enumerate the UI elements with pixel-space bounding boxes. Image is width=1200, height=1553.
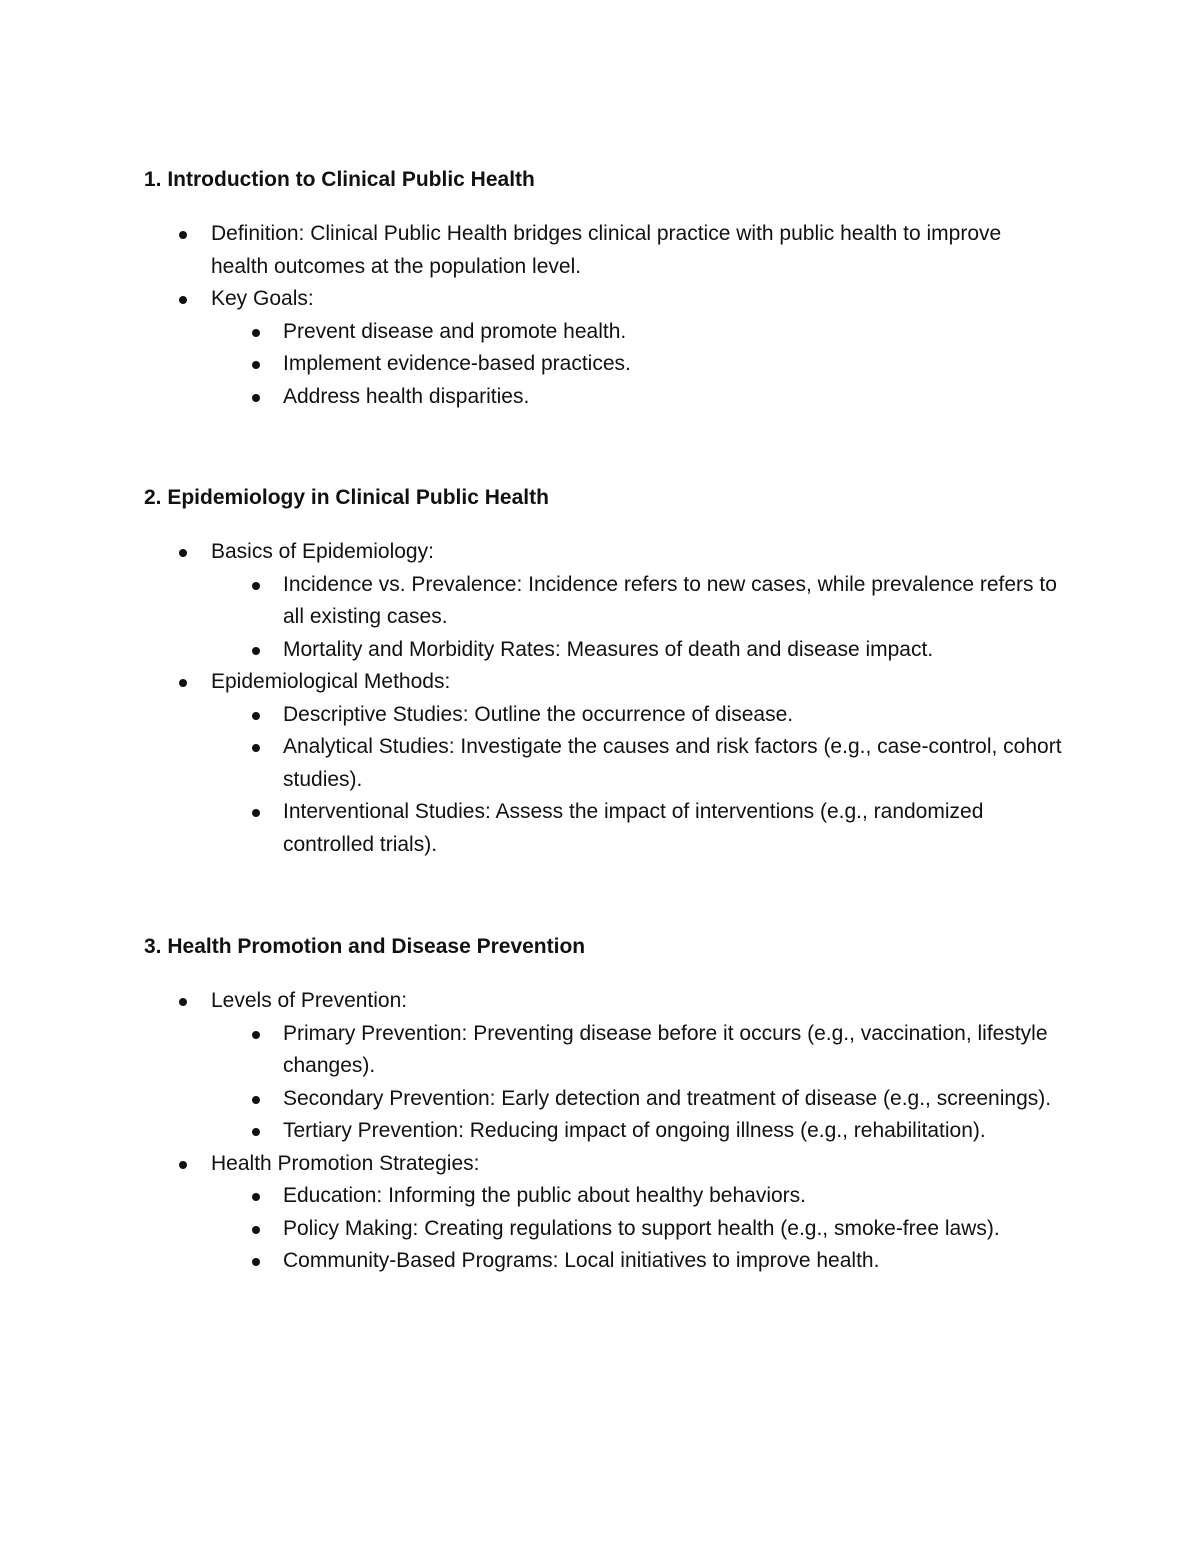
bullet-icon bbox=[252, 1258, 260, 1266]
bullet-icon bbox=[252, 1128, 260, 1136]
sub-list-item-text: Primary Prevention: Preventing disease before it occurs (e.g., vaccination, lifestyle changes). bbox=[283, 1021, 1048, 1077]
list-item-text: Definition: Clinical Public Health bridges clinical practice with public health to improve health outcomes at the population level. bbox=[211, 222, 1002, 278]
list-item bbox=[144, 666, 1064, 861]
sub-bullet-list bbox=[211, 569, 1064, 667]
bullet-icon bbox=[252, 1226, 260, 1234]
section-health-promotion bbox=[144, 931, 1064, 1278]
bullet-icon bbox=[252, 1031, 260, 1039]
list-item bbox=[144, 536, 1064, 666]
sub-list-item-text: Analytical Studies: Investigate the causes and risk factors (e.g., case-control, cohort studies). bbox=[283, 735, 1062, 791]
section-title: 3. Health Promotion and Disease Prevention bbox=[144, 935, 586, 958]
bullet-list bbox=[144, 985, 1064, 1278]
sub-bullet-list bbox=[211, 316, 1064, 414]
sub-bullet-list bbox=[211, 1018, 1064, 1148]
list-item bbox=[144, 283, 1064, 413]
sub-list-item bbox=[144, 1180, 1064, 1213]
sub-list-item-text: Tertiary Prevention: Reducing impact of ongoing illness (e.g., rehabilitation). bbox=[283, 1119, 986, 1142]
sub-list-item bbox=[144, 1245, 1064, 1278]
sub-list-item-text: Policy Making: Creating regulations to support health (e.g., smoke-free laws). bbox=[283, 1216, 1000, 1240]
sub-list-item-text: Address health disparities. bbox=[283, 384, 530, 408]
bullet-icon bbox=[252, 1096, 260, 1104]
sub-list-item bbox=[144, 1115, 1064, 1148]
bullet-icon bbox=[252, 1193, 260, 1201]
section-title: 1. Introduction to Clinical Public Health bbox=[144, 168, 535, 191]
list-item-text: Basics of Epidemiology: bbox=[211, 540, 434, 563]
list-item bbox=[144, 218, 1064, 283]
sub-list-item bbox=[144, 348, 1064, 381]
sub-bullet-list bbox=[211, 699, 1064, 862]
list-item-text: Levels of Prevention: bbox=[211, 989, 408, 1012]
sub-list-item bbox=[144, 316, 1064, 349]
sub-list-item bbox=[144, 634, 1064, 667]
bullet-list bbox=[144, 536, 1064, 861]
bullet-icon bbox=[179, 998, 187, 1006]
list-item-text: Health Promotion Strategies: bbox=[211, 1151, 480, 1175]
sub-list-item-text: Descriptive Studies: Outline the occurrence of disease. bbox=[283, 702, 794, 726]
sub-list-item bbox=[144, 796, 1064, 861]
section-introduction bbox=[144, 164, 1064, 413]
list-item bbox=[144, 985, 1064, 1148]
section-title: 2. Epidemiology in Clinical Public Health bbox=[144, 486, 549, 509]
bullet-list bbox=[144, 218, 1064, 413]
sub-list-item-text: Community-Based Programs: Local initiatives to improve health. bbox=[283, 1249, 880, 1272]
list-item-text: Epidemiological Methods: bbox=[211, 670, 451, 693]
sub-list-item-text: Prevent disease and promote health. bbox=[283, 319, 627, 343]
bullet-icon bbox=[179, 296, 187, 304]
bullet-icon bbox=[252, 809, 260, 817]
sub-list-item-text: Mortality and Morbidity Rates: Measures of death and disease impact. bbox=[283, 637, 934, 661]
bullet-icon bbox=[179, 231, 187, 239]
bullet-icon bbox=[252, 329, 260, 337]
bullet-icon bbox=[179, 1161, 187, 1169]
list-item bbox=[144, 1148, 1064, 1278]
bullet-icon bbox=[179, 679, 187, 687]
sub-list-item-text: Secondary Prevention: Early detection and treatment of disease (e.g., screenings). bbox=[283, 1086, 1052, 1110]
bullet-icon bbox=[252, 582, 260, 590]
bullet-icon bbox=[252, 647, 260, 655]
bullet-icon bbox=[252, 361, 260, 369]
sub-list-item bbox=[144, 569, 1064, 634]
sub-list-item-text: Interventional Studies: Assess the impact of interventions (e.g., randomized controlled trials). bbox=[283, 800, 984, 856]
section-epidemiology bbox=[144, 482, 1064, 861]
bullet-icon bbox=[252, 712, 260, 720]
sub-list-item bbox=[144, 1213, 1064, 1246]
list-item-text: Key Goals: bbox=[211, 287, 314, 310]
bullet-icon bbox=[252, 394, 260, 402]
sub-list-item-text: Incidence vs. Prevalence: Incidence refers to new cases, while prevalence refers to all existing cases. bbox=[283, 572, 1057, 628]
sub-list-item bbox=[144, 1083, 1064, 1116]
sub-list-item bbox=[144, 731, 1064, 796]
bullet-icon bbox=[179, 549, 187, 557]
sub-bullet-list bbox=[211, 1180, 1064, 1278]
bullet-icon bbox=[252, 744, 260, 752]
sub-list-item-text: Education: Informing the public about healthy behaviors. bbox=[283, 1184, 807, 1207]
sub-list-item bbox=[144, 699, 1064, 732]
sub-list-item bbox=[144, 1018, 1064, 1083]
sub-list-item-text: Implement evidence-based practices. bbox=[283, 352, 631, 375]
sub-list-item bbox=[144, 381, 1064, 414]
